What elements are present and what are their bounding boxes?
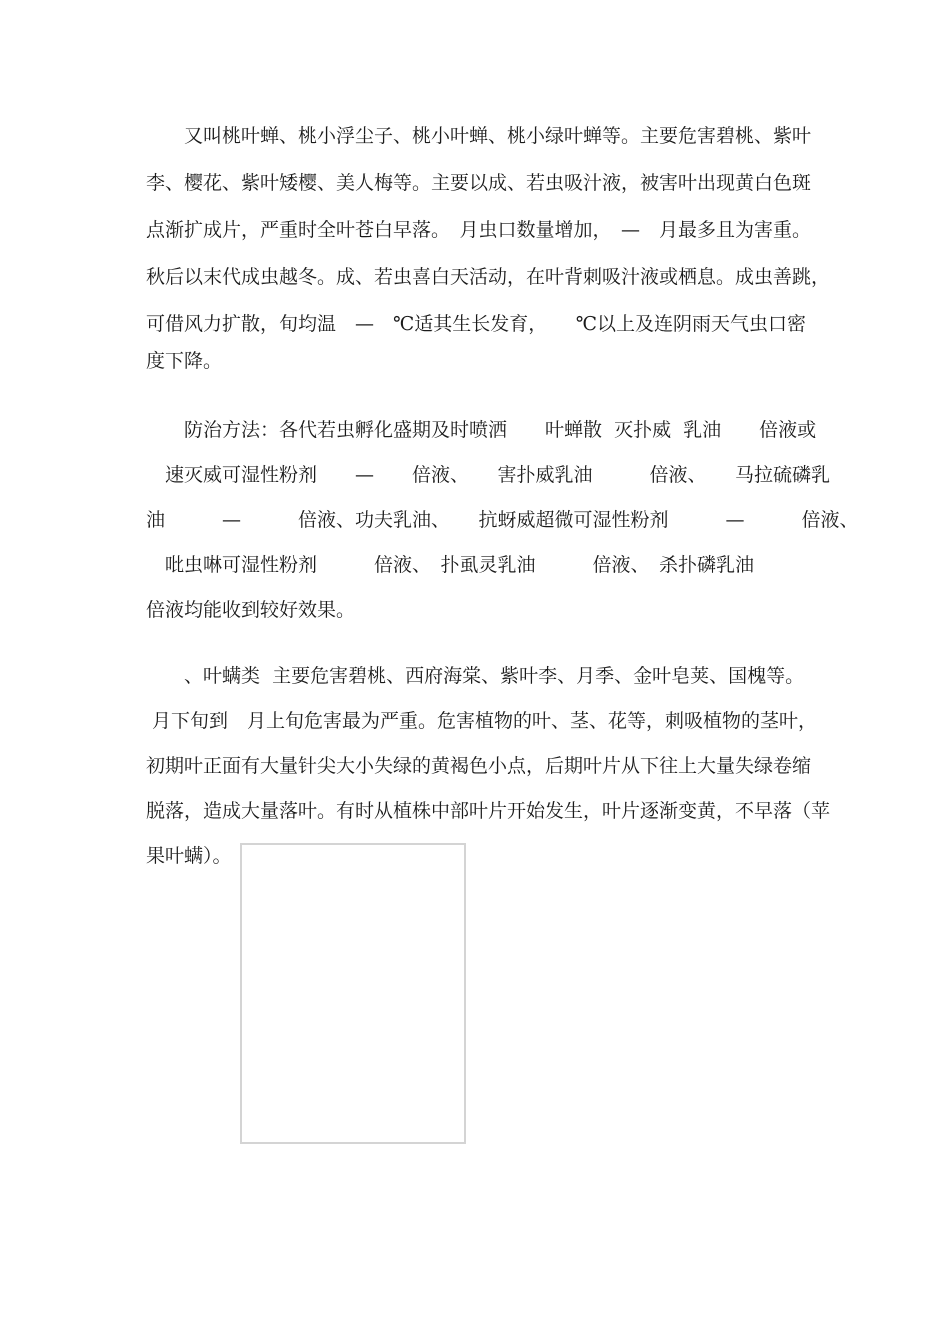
text-line: 油 — 倍液、功夫乳油、 抗蚜威超微可湿性粉剂 — 倍液、	[146, 509, 859, 531]
text-line: 秋后以末代成虫越冬。成、若虫喜白天活动，在叶背刺吸汁液或栖息。成虫善跳，	[146, 266, 831, 288]
text-line: 度下降。	[146, 350, 223, 372]
text-line: 防治方法：各代若虫孵化盛期及时喷洒 叶蝉散 灭扑威 乳油 倍液或	[146, 419, 817, 441]
text-line: 李、樱花、紫叶矮樱、美人梅等。主要以成、若虫吸汁液，被害叶出现黄白色斑	[146, 172, 812, 194]
text-line: 倍液均能收到较好效果。	[146, 599, 356, 621]
text-line: 初期叶正面有大量针尖大小失绿的黄褐色小点，后期叶片从下往上大量失绿卷缩	[146, 755, 812, 777]
text-line: 、叶螨类 主要危害碧桃、西府海棠、紫叶李、月季、金叶皂荚、国槐等。	[146, 665, 805, 687]
text-line: 点渐扩成片，严重时全叶苍白早落。 月虫口数量增加， — 月最多且为害重。	[146, 219, 812, 241]
text-line: 速灭威可湿性粉剂 — 倍液、 害扑威乳油 倍液、 马拉硫磷乳	[146, 464, 831, 486]
text-line: 脱落，造成大量落叶。有时从植株中部叶片开始发生，叶片逐渐变黄，不早落（苹	[146, 800, 831, 822]
image-placeholder	[240, 843, 466, 1144]
text-line: 月下旬到 月上旬危害最为严重。危害植物的叶、茎、花等，刺吸植物的茎叶，	[146, 710, 818, 732]
text-line: 又叫桃叶蝉、桃小浮尘子、桃小叶蝉、桃小绿叶蝉等。主要危害碧桃、紫叶	[146, 125, 812, 147]
text-line: 可借风力扩散，旬均温 — ℃适其生长发育， ℃以上及连阴雨天气虫口密	[146, 313, 807, 335]
text-line: 吡虫啉可湿性粉剂 倍液、 扑虱灵乳油 倍液、 杀扑磷乳油	[146, 554, 755, 576]
text-line: 果叶螨）。	[146, 845, 232, 867]
